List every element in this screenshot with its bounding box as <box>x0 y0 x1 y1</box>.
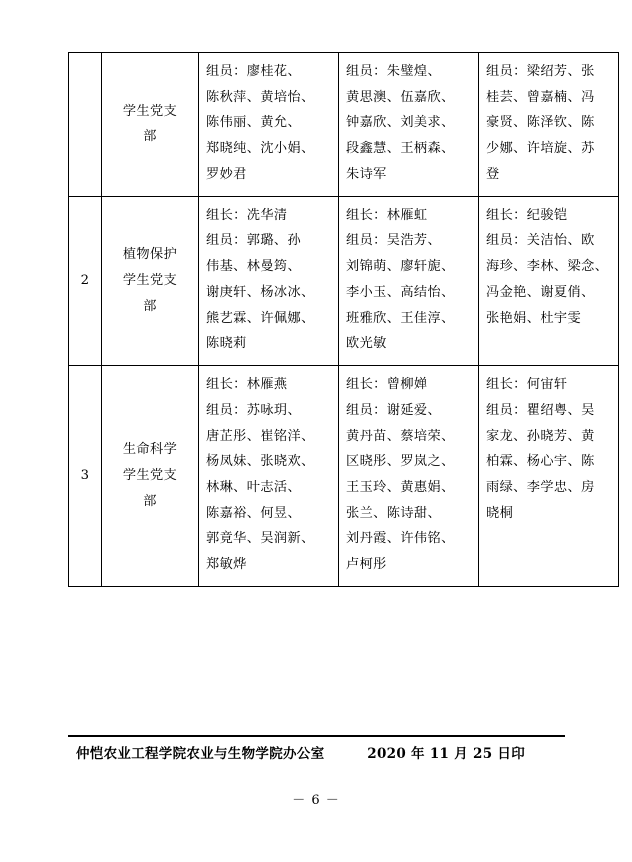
row-number-cell <box>69 53 102 197</box>
branch-name-lines <box>106 99 194 150</box>
footer-divider <box>68 735 565 737</box>
branch-name-line: 植物保护 <box>122 247 178 263</box>
row-number: 2 <box>80 273 90 288</box>
footer <box>68 742 565 762</box>
members-line: 桂芸、曾嘉楠、冯 <box>486 89 595 105</box>
members-lines <box>486 203 611 332</box>
members-line: 少娜、许培旋、苏 <box>486 141 595 157</box>
table-body <box>69 53 619 587</box>
members-line: 晓桐 <box>486 505 514 521</box>
members-line: 唐芷彤、崔铭洋、 <box>206 428 315 444</box>
members-line: 冯金艳、谢夏俏、 <box>486 284 595 300</box>
branch-name-line: 生命科学 <box>122 442 178 458</box>
members-line: 罗妙君 <box>206 166 247 182</box>
members-group-2-cell <box>339 366 479 587</box>
members-line: 组长：何宙轩 <box>486 377 568 393</box>
members-line: 黄思澳、伍嘉欣、 <box>346 89 455 105</box>
branch-name-line: 部 <box>143 129 157 145</box>
members-group-1-cell <box>199 366 339 587</box>
members-group-1-cell <box>199 196 339 365</box>
branch-name-line: 部 <box>143 493 157 509</box>
members-line: 刘锦萌、廖轩旎、 <box>346 259 455 275</box>
members-line: 雨绿、李学忠、房 <box>486 480 595 496</box>
members-line: 郑晓纯、沈小娟、 <box>206 141 315 157</box>
members-line: 陈晓莉 <box>206 336 247 352</box>
branch-name-cell <box>102 196 199 365</box>
members-line: 组员：关洁怡、欧 <box>486 233 595 249</box>
members-line: 区晓彤、罗岚之、 <box>346 454 455 470</box>
members-line: 班雅欣、王佳淳、 <box>346 310 455 326</box>
members-line: 组长：林雁虹 <box>346 207 428 223</box>
members-line: 组员：瞿绍粤、吴 <box>486 402 595 418</box>
members-line: 熊艺霖、许佩娜、 <box>206 310 315 326</box>
branch-name-lines <box>106 242 194 319</box>
branch-name-line: 学生党支 <box>122 273 178 288</box>
members-line: 海珍、李林、梁念、 <box>486 259 609 275</box>
members-lines <box>206 372 331 578</box>
members-lines <box>346 59 471 188</box>
members-line: 郑敏烨 <box>206 557 247 573</box>
page-number: － 6 － <box>292 793 340 808</box>
branch-name-cell <box>102 53 199 197</box>
members-line: 张兰、陈诗甜、 <box>346 505 442 521</box>
members-group-1-cell <box>199 53 339 197</box>
branch-name-line: 部 <box>143 298 157 314</box>
members-line: 段鑫慧、王柄森、 <box>346 141 455 157</box>
members-line: 组员：郭璐、孙 <box>206 233 302 249</box>
row-number: 3 <box>80 468 90 484</box>
members-line: 陈嘉裕、何昱、 <box>206 505 302 521</box>
members-line: 张艳娟、杜宇雯 <box>486 310 582 326</box>
members-line: 钟嘉欣、刘美求、 <box>346 115 455 131</box>
footer-date: 2020 年 11 月 25 日印 <box>367 746 525 762</box>
members-line: 组员：吴浩芳、 <box>346 233 442 249</box>
members-line: 谢庚轩、杨冰冰、 <box>206 284 315 300</box>
members-line: 郭竟华、吴润新、 <box>206 531 315 547</box>
members-line: 家龙、孙晓芳、黄 <box>486 428 595 444</box>
members-line: 组员：苏咏玥、 <box>206 402 302 418</box>
members-line: 伟基、林曼筠、 <box>206 259 302 275</box>
members-lines <box>486 59 611 188</box>
members-line: 组员：廖桂花、 <box>206 64 302 79</box>
members-group-3-cell <box>479 366 619 587</box>
members-line: 豪贤、陈泽钦、陈 <box>486 115 595 131</box>
members-group-2-cell <box>339 196 479 365</box>
members-line: 王玉玲、黄惠娟、 <box>346 480 455 496</box>
members-lines <box>206 59 331 188</box>
branch-name-cell <box>102 366 199 587</box>
members-line: 黄丹苗、蔡培荣、 <box>346 428 455 444</box>
members-line: 组长：纪骏铠 <box>486 207 568 223</box>
members-line: 组长：林雁燕 <box>206 377 288 393</box>
members-line: 组员：梁绍芳、张 <box>486 64 595 79</box>
members-line: 登 <box>486 166 500 182</box>
table-row <box>69 53 619 197</box>
members-lines <box>346 372 471 578</box>
members-group-2-cell <box>339 53 479 197</box>
table-row <box>69 366 619 587</box>
members-group-3-cell <box>479 196 619 365</box>
branch-name-line: 学生党支 <box>122 103 178 119</box>
members-line: 组长：曾柳婵 <box>346 377 428 393</box>
branch-name-line: 学生党支 <box>122 468 178 484</box>
party-branch-table <box>68 52 619 587</box>
branch-name-lines <box>106 437 194 514</box>
members-lines <box>486 372 611 526</box>
members-line: 朱诗军 <box>346 166 387 182</box>
members-line: 组员：朱璧煌、 <box>346 64 442 79</box>
members-line: 杨凤妹、张晓欢、 <box>206 454 315 470</box>
row-number-cell <box>69 366 102 587</box>
members-line: 李小玉、高结怡、 <box>346 284 455 300</box>
members-line: 卢柯彤 <box>346 557 387 573</box>
members-line: 组长：冼华清 <box>206 207 288 223</box>
members-lines <box>346 203 471 357</box>
members-line: 柏霖、杨心宇、陈 <box>486 454 595 470</box>
members-line: 欧光敏 <box>346 336 387 352</box>
table-row <box>69 196 619 365</box>
row-number-cell <box>69 196 102 365</box>
members-lines <box>206 203 331 357</box>
members-line: 林琳、叶志活、 <box>206 480 302 496</box>
footer-organization: 仲恺农业工程学院农业与生物学院办公室 <box>76 746 325 762</box>
members-line: 陈秋萍、黄培怡、 <box>206 89 315 105</box>
members-line: 陈伟丽、黄允、 <box>206 115 302 131</box>
members-line: 组员：谢延爱、 <box>346 402 442 418</box>
members-line: 刘丹霞、许伟铭、 <box>346 531 455 547</box>
members-group-3-cell <box>479 53 619 197</box>
